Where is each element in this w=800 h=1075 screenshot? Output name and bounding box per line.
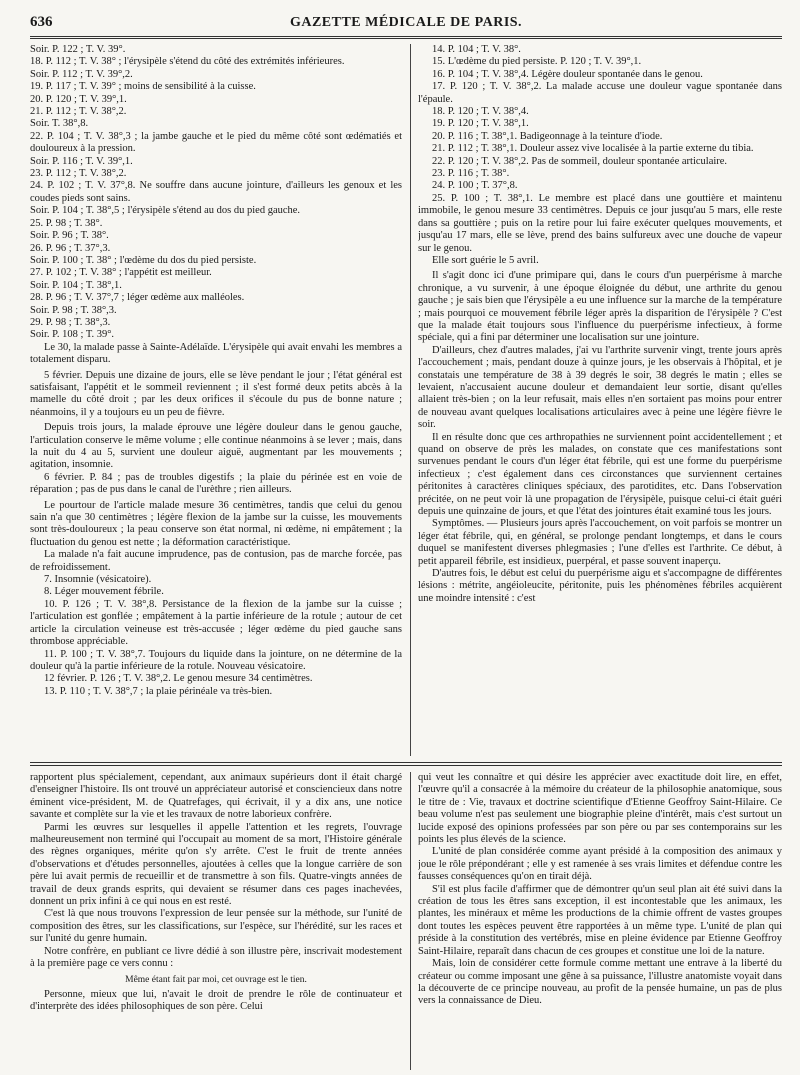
paragraph: 26. P. 96 ; T. 37°,3.	[30, 242, 111, 254]
page-header	[30, 14, 782, 34]
paragraph: Le pourtour de l'article malade mesure 36 centimètres, tandis que celui du genou sain n'a que 30 centimètres ; légère flexion de la jambe sur la cuisse, les mouvements sont très-douloureux ; la peau conserve son état normal, ni œdème, ni empâtement ; la fluctuation du genou est nette ; la déformation caractéristique.	[30, 499, 402, 548]
paragraph: Soir. P. 104 ; T. 38°,1.	[30, 279, 122, 291]
article-column-right	[418, 44, 782, 756]
paragraph: 17. P. 120 ; T. V. 38°,2. La malade accuse une douleur vague spontanée dans l'épaule.	[418, 81, 782, 105]
paragraph: Soir. P. 112 ; T. V. 39°,2.	[30, 68, 133, 80]
paragraph: Soir. T. 38°,8.	[30, 118, 89, 130]
paragraph: Soir. P. 98 ; T. 38°,3.	[30, 304, 117, 316]
paragraph: 19. P. 120 ; T. V. 38°,1.	[432, 118, 529, 130]
paragraph: Même étant fait par moi, cet ouvrage est le tien.	[125, 974, 307, 985]
paragraph: Le 30, la malade passe à Sainte-Adélaïde. L'érysipèle qui avait envahi les membres a totalement disparu.	[30, 341, 402, 366]
paragraph: 27. P. 102 ; T. V. 38° ; l'appétit est meilleur.	[30, 267, 212, 279]
article-column-left	[30, 44, 402, 756]
paragraph: 8. Léger mouvement fébrile.	[44, 586, 164, 598]
paragraph: 21. P. 112 ; T. V. 38°,2.	[30, 106, 127, 118]
paragraph: Depuis trois jours, la malade éprouve une légère douleur dans le genou gauche, l'articulation conserve le même volume ; elle continue néanmoins à se lever ; mais, dans la nuit du 4 au 5, survient une douleur aiguë, augmentant par les mouvements ; agitation, insomnie.	[30, 422, 402, 471]
paragraph: 11. P. 100 ; T. V. 38°,7. Toujours du liquide dans la jointure, on ne détermine de la douleur qu'à la partie inférieure de la rotule. Nouveau vésicatoire.	[30, 648, 402, 672]
paragraph: 23. P. 116 ; T. 38°.	[432, 168, 510, 180]
paragraph: Il s'agit donc ici d'une primipare qui, dans le cours d'un puerpérisme à marche chronique, a vu survenir, à une époque éloignée du début, une arthrite du genou gauche ; je sais bien que l'érysipèle a eu une influence sur la marche de la température ; mais pourquoi ce mouvement fébrile léger après la disparition de l'érysipèle ? C'est que la malade était toujours sous l'influence du puerpérisme infectieux, à forme spéciale, qui a fini par déterminer une localisation sur une jointure.	[418, 270, 782, 344]
column-divider-bottom	[410, 772, 411, 1070]
header-rule	[30, 36, 782, 37]
paragraph: 18. P. 112 ; T. V. 38° ; l'érysipèle s'étend du côté des extrémités inférieures.	[30, 56, 345, 68]
paragraph: 10. P. 126 ; T. V. 38°,8. Persistance de la flexion de la jambe sur la cuisse ; l'articulation est gonflée ; empâtement à la partie inférieure de la rotule ; autour de cet article la circulation veineuse est très-accusée ; léger œdème du pied gauche sans thrombose appréciable.	[30, 598, 402, 648]
paragraph: 5 février. Depuis une dizaine de jours, elle se lève pendant le jour ; l'état général est satisfaisant, l'appétit et le sommeil reviennent ; il s'est formé deux petits abcès à la mamelle du côté droit ; par les deux orifices il s'écoule du pus de bonne nature ; néanmoins, il y a toujours eu un peu de fièvre.	[30, 369, 402, 418]
paragraph: 7. Insomnie (vésicatoire).	[44, 574, 152, 586]
paragraph: Parmi les œuvres sur lesquelles il appelle l'attention et les regrets, l'ouvrage malheureusement non terminé qui l'occupait au moment de sa mort, l'Histoire générale des règnes organiques, mérite qu'on s'y arrête. C'est le fruit de trente années d'observations et d'études personnelles, ajoutées à celles que la longue carrière de son père lui avait permis de recueillir et de transmettre à son fils. Quatre-vingts années de travail de deux grands esprits, qui devaient se résumer dans ces pages inachevées, donnent un prix infini à ce qui nous en est resté.	[30, 821, 402, 908]
paragraph: Soir. P. 116 ; T. V. 39°,1.	[30, 155, 133, 167]
paragraph: 24. P. 102 ; T. V. 37°,8. Ne souffre dans aucune jointure, d'ailleurs les genoux et les coudes pieds sont sains.	[30, 180, 402, 204]
paragraph: 22. P. 120 ; T. V. 38°,2. Pas de sommeil, douleur spontanée articulaire.	[432, 155, 728, 167]
paragraph: 14. P. 104 ; T. V. 38°.	[432, 44, 521, 55]
paragraph: 16. P. 104 ; T. V. 38°,4. Légère douleur spontanée dans le genou.	[432, 68, 703, 80]
paragraph: 15. L'œdème du pied persiste. P. 120 ; T. V. 39°,1.	[432, 56, 642, 68]
paragraph: S'il est plus facile d'affirmer que de démontrer qu'un seul plan ait été suivi dans la création de tous les êtres sans exception, il est incontestable que les animaux, les plantes, les minéraux et même les productions de la chimie offrent de vastes groupes dont toutes les espèces peuvent être rapportées à un même type. L'unité de plan qui préside à la constitution des vertébrés, mise en pleine évidence par Etienne Geoffroy Saint-Hilaire, reparaît dans chacun de ces groupes et constitue une loi de la nature.	[418, 883, 782, 957]
paragraph: 25. P. 98 ; T. 38°.	[30, 217, 103, 229]
paragraph: rapportent plus spécialement, cependant, aux animaux supérieurs dont il était chargé d'enseigner l'histoire. Ils ont trouvé un appréciateur autorisé et consciencieux dans notre éminent vice-président, M. de Quatrefages, qui écrivait, il y a dix ans, une notice savante et complète sur la vie et les travaux de notre laborieux confrère.	[30, 772, 402, 821]
journal-title: GAZETTE MÉDICALE DE PARIS.	[289, 15, 523, 30]
paragraph: 20. P. 120 ; T. V. 39°,1.	[30, 93, 127, 105]
paragraph: Soir. P. 100 ; T. 38° ; l'œdème du dos du pied persiste.	[30, 254, 257, 266]
paragraph: Soir. P. 96 ; T. 38°.	[30, 230, 109, 242]
section-rule	[30, 762, 782, 763]
paragraph: Personne, mieux que lui, n'avait le droit de prendre le rôle de continuateur et d'interprète des idées philosophiques de son père. Celui	[30, 988, 402, 1013]
paragraph: Mais, loin de considérer cette formule comme mettant une entrave à la liberté du créateur ou comme imposant une gêne à sa puissance, l'illustre anatomiste voyait dans la découverte de ce principe nouveau, au profit de la pensée humaine, un pas de plus vers la connaissance de Dieu.	[418, 958, 782, 1007]
paragraph: L'unité de plan considérée comme ayant présidé à la composition des animaux y joue le rôle prépondérant ; elle y est ramenée à ses vrais limites et défendue contre les fausses conséquences qu'on en tirait déjà.	[418, 846, 782, 883]
paragraph: C'est là que nous trouvons l'expression de leur pensée sur la méthode, sur l'unité de composition des êtres, sur les classifications, sur l'espèce, sur l'hérédité, sur les races et sur l'unité du genre humain.	[30, 908, 402, 945]
column-divider-top	[410, 44, 411, 756]
paragraph: 24. P. 100 ; T. 37°,8.	[432, 180, 518, 192]
paragraph: 19. P. 117 ; T. V. 39° ; moins de sensibilité à la cuisse.	[30, 81, 256, 93]
paragraph: Elle sort guérie le 5 avril.	[432, 254, 539, 266]
paragraph: qui veut les connaître et qui désire les apprécier avec exactitude doit lire, en effet, l'œuvre qu'il a consacrée à la mémoire du créateur de la philosophie anatomique, sous le titre de : Vie, travaux et doctrine scientifique d'Etienne Geoffroy Saint-Hilaire. Ce beau volume n'est pas seulement une biographie pleine d'intérêt, mais c'est surtout un lucide exposé des opinions professées par son père ou par ses contemporains sur les points les plus élevés de la science.	[418, 772, 782, 846]
section-rule-double	[30, 765, 782, 766]
feuilleton-column-right	[418, 772, 782, 1070]
paragraph: D'ailleurs, chez d'autres malades, j'ai vu l'arthrite survenir vingt, trente jours après l'accouchement ; mais, pendant douze à quinze jours, je les observais à l'hôpital, et je constatais une température de 38 à 39 degrés le soir, 38 degrés le matin ; elles se levaient, n'accusaient aucune douleur et demandaient leur sortie, disant qu'elles allaient très-bien ; on la leur refusait, mais elles n'en sortaient pas moins pour entrer de nouveau avant quelques localisations articulaires avec à peine une légère fièvre le soir.	[418, 344, 782, 431]
paragraph: 12 février. P. 126 ; T. V. 38°,2. Le genou mesure 34 centimètres.	[44, 673, 313, 685]
paragraph: Il en résulte donc que ces arthropathies ne surviennent point accidentellement ; et quand on observe de près les malades, on constate que ces manifestations sont survenues pendant le cours d'un léger état fébrile, qui est une forme du puerpérisme infectieux ; c'est également dans ces circonstances que surviennent certaines péritonites à caractères cliniques spéciaux, des parotidites, etc. Dans l'observation précitée, on ne peut voir là une propagation de l'érysipèle, puisque celui-ci était guéri depuis une quinzaine de jours, et que l'état des jointures était examiné tous les jours.	[418, 431, 782, 518]
paragraph: D'autres fois, le début est celui du puerpérisme aigu et s'accompagne de différentes lésions : métrite, angéioleucite, péritonite, puis les phénomènes fébriles acquièrent une moindre intensité : c'est	[418, 568, 782, 604]
paragraph: 13. P. 110 ; T. V. 38°,7 ; la plaie périnéale va très-bien.	[44, 685, 273, 697]
paragraph: 22. P. 104 ; T. V. 38°,3 ; la jambe gauche et le pied du même côté sont œdématiés et douloureux à la pression.	[30, 130, 402, 155]
feuilleton-column-left	[30, 772, 402, 1070]
paragraph: 18. P. 120 ; T. V. 38°,4.	[432, 106, 529, 118]
paragraph: 29. P. 98 ; T. 38°,3.	[30, 316, 111, 328]
paragraph: Soir. P. 122 ; T. V. 39°.	[30, 44, 126, 55]
paragraph: La malade n'a fait aucune imprudence, pas de contusion, pas de marche forcée, pas de refroidissement.	[30, 549, 402, 573]
paragraph: Soir. P. 104 ; T. 38°,5 ; l'érysipèle s'étend au dos du pied gauche.	[30, 205, 301, 217]
paragraph: 6 février. P. 84 ; pas de troubles digestifs ; la plaie du périnée est en voie de réparation ; pas de pus dans le canal de l'urèthre ; rien ailleurs.	[30, 471, 402, 496]
paragraph: 28. P. 96 ; T. V. 37°,7 ; léger œdème aux malléoles.	[30, 292, 245, 304]
paragraph: 20. P. 116 ; T. 38°,1. Badigeonnage à la teinture d'iode.	[432, 130, 663, 142]
header-rule-double	[30, 38, 782, 39]
paragraph: Soir. P. 108 ; T. 39°.	[30, 329, 115, 341]
page-number: 636	[30, 14, 53, 30]
paragraph: 23. P. 112 ; T. V. 38°,2.	[30, 168, 127, 180]
paragraph: 25. P. 100 ; T. 38°,1. Le membre est placé dans une gouttière et maintenu immobile, le genou mesure 33 centimètres. Depuis ce jour jusqu'au 5 mars, elle reste dans sa gouttière ; puis on la retire pour lui faire exécuter quelques mouvements, et jusqu'au 17 mars, elle se lève, prend des bains sulfureux avec une douche de vapeur sur le genou.	[418, 192, 782, 254]
paragraph: Symptômes. — Plusieurs jours après l'accouchement, on voit parfois se montrer un léger état fébrile, qui, en général, se prolonge pendant longtemps, et dans le cours duquel se manifestent diverses phlegmasies ; l'une d'elles est l'arthrite. Ce début, à petit appareil fébrile, est insidieux, puerpéral, et passe souvent inaperçu.	[418, 518, 782, 567]
paragraph: Notre confrère, en publiant ce livre dédié à son illustre père, inscrivait modestement à la première page ce vers connu :	[30, 945, 402, 970]
paragraph: 21. P. 112 ; T. 38°,1. Douleur assez vive localisée à la partie externe du tibia.	[432, 143, 754, 155]
